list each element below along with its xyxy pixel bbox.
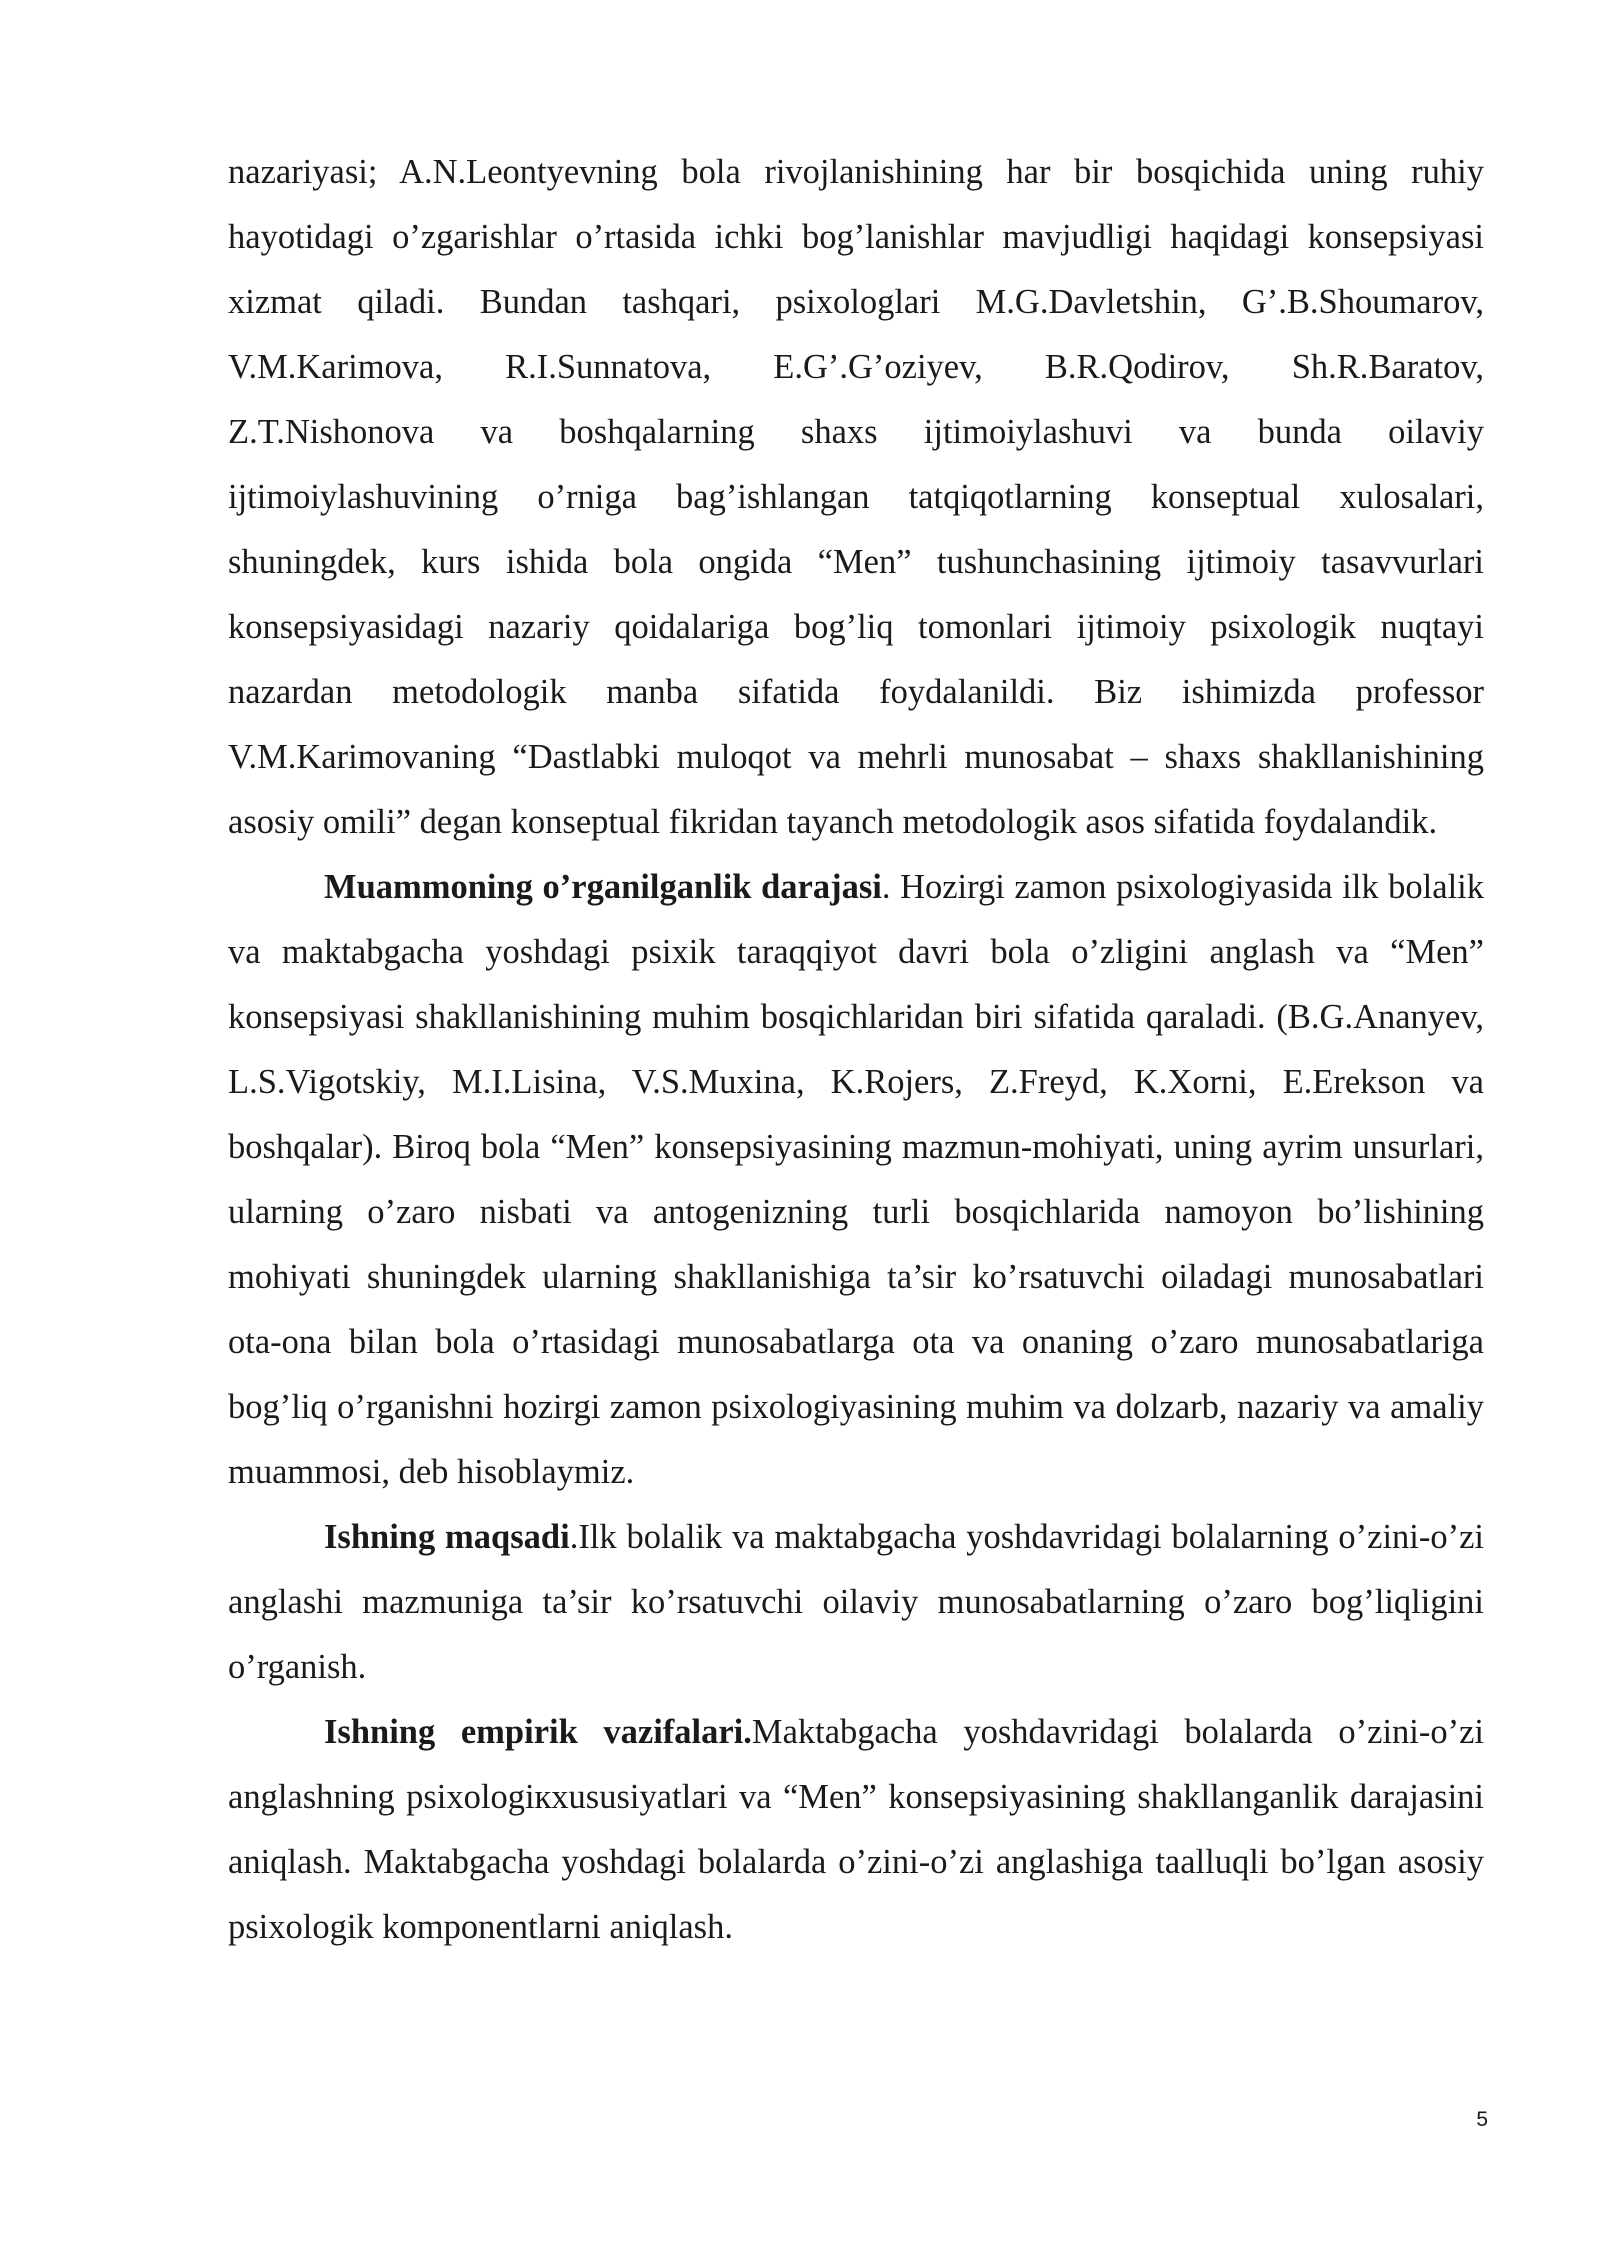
- paragraph-work-goal: [228, 1505, 1484, 1700]
- page-number: 5: [1476, 2108, 1488, 2131]
- heading-problem-study-level: Muammoning o’rganilganlik darajasi: [324, 868, 882, 906]
- text-work-goal: .Ilk bolalik va maktabgacha yoshdavridagi bolalarning o’zini-o’zi anglashi mazmuniga ta’sir ko’rsatuvchi oilaviy munosabatlarning o’zaro bog’liqligini o’rganish.: [228, 1518, 1485, 1686]
- heading-empirical-tasks: Ishning empirik vazifalari.: [324, 1713, 752, 1751]
- document-body: [228, 140, 1484, 1960]
- paragraph-problem-study-level: [228, 855, 1484, 1505]
- text-problem-study-level: . Hozirgi zamon psixologiyasida ilk bolalik va maktabgacha yoshdagi psixik taraqqiyot davri bola o’zligini anglash va “Men” konsepsiyasi shakllanishining muhim bosqichlaridan biri sifatida qaraladi. (B.G.Ananyev, L.S.Vigotskiy, M.I.Lisina, V.S.Muxina, K.Rojers, Z.Freyd, K.Xorni, E.Erekson va boshqalar). Biroq bola “Men” konsepsiyasining mazmun-mohiyati, uning ayrim unsurlari, ularning o’zaro nisbati va antogenizning turli bosqichlarida namoyon bo’lishining mohiyati shuningdek ularning shakllanishiga ta’sir ko’rsatuvchi oiladagi munosabatlari ota-ona bilan bola o’rtasidagi munosabatlarga ota va onaning o’zaro munosabatlariga bog’liq o’rganishni hozirgi zamon psixologiyasining muhim va dolzarb, nazariy va amaliy muammosi, deb hisoblaymiz.: [228, 868, 1484, 1491]
- paragraph-empirical-tasks: [228, 1700, 1484, 1960]
- heading-work-goal: Ishning maqsadi: [324, 1518, 570, 1556]
- paragraph-methodology: nazariyasi; A.N.Leontyevning bola rivojlanishining har bir bosqichida uning ruhiy hayotidagi o’zgarishlar o’rtasida ichki bog’lanishlar mavjudligi haqidagi konsepsiyasi xizmat qiladi. Bundan tashqari, psixologlari M.G.Davletshin, G’.B.Shoumarov, V.M.Karimova, R.I.Sunnatova, E.G’.G’oziyev, B.R.Qodirov, Sh.R.Baratov, Z.T.Nishonova va boshqalarning shaxs ijtimoiylashuvi va bunda oilaviy ijtimoiylashuvining o’rniga bag’ishlangan tatqiqotlarning konseptual xulosalari, shuningdek, kurs ishida bola ongida “Men” tushunchasining ijtimoiy tasavvurlari konsepsiyasidagi nazariy qoidalariga bog’liq tomonlari ijtimoiy psixologik nuqtayi nazardan metodologik manba sifatida foydalanildi. Biz ishimizda professor V.M.Karimovaning “Dastlabki muloqot va mehrli munosabat – shaxs shakllanishining asosiy omili” degan konseptual fikridan tayanch metodologik asos sifatida foydalandik.: [228, 153, 1484, 841]
- text-empirical-tasks: Maktabgacha yoshdavridagi bolalarda o’zini-o’zi anglashning psixologiкxususiyatlari va “Men” konsepsiyasining shakllanganlik darajasini aniqlash. Maktabgacha yoshdagi bolalarda o’zini-o’zi anglashiga taalluqli bo’lgan asosiy psixologik komponentlarni aniqlash.: [228, 1713, 1485, 1946]
